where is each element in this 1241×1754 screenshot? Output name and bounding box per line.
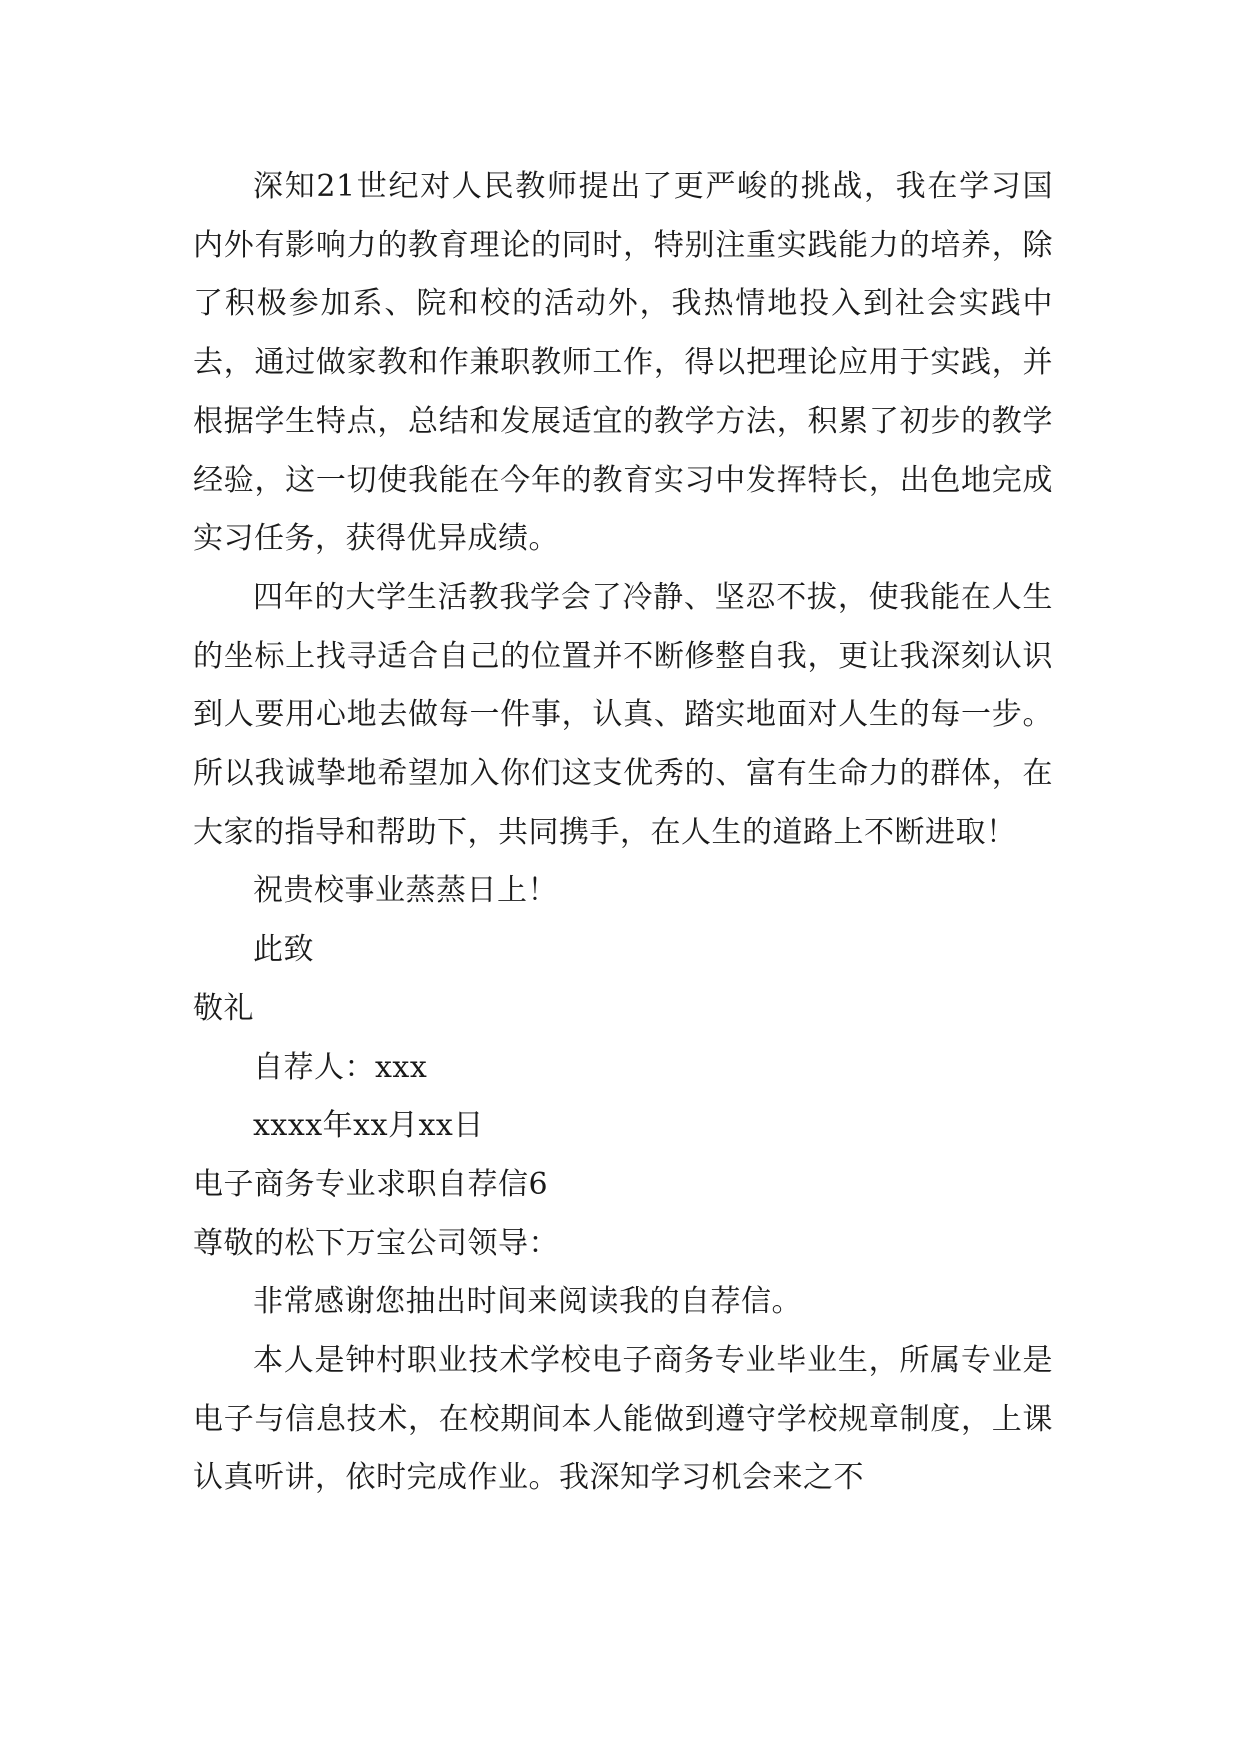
- salutation: 尊敬的松下万宝公司领导：: [193, 1225, 559, 1261]
- section-title: 电子商务专业求职自荐信6: [193, 1166, 549, 1202]
- paragraph-introduction: 本人是钟村职业技术学校电子商务专业毕业生，所属专业是电子与信息技术，在校期间本人能做到遵守学校规章制度，上课认真听讲，依时完成作业。我深知学习机会来之不: [193, 1343, 1053, 1496]
- closing-wish: 祝贵校事业蒸蒸日上！: [253, 873, 558, 909]
- paragraph-university-life: 四年的大学生活教我学会了冷静、坚忍不拔，使我能在人生的坐标上找寻适合自己的位置并不断修整自我，更让我深刻认识到人要用心地去做每一件事，认真、踏实地面对人生的每一步。所以我诚挚地希望加入你们这支优秀的、富有生命力的群体，在大家的指导和帮助下，共同携手，在人生的道路上不断进取！: [193, 579, 1053, 850]
- closing-jingli: 敬礼: [193, 990, 254, 1026]
- closing-zhici: 此致: [253, 932, 314, 968]
- signature-line: 自荐人：xxx: [253, 1049, 428, 1085]
- paragraph-practice: 深知21世纪对人民教师提出了更严峻的挑战，我在学习国内外有影响力的教育理论的同时，特别注重实践能力的培养，除了积极参加系、院和校的活动外，我热情地投入到社会实践中去，通过做家教和作兼职教师工作，得以把理论应用于实践，并根据学生特点，总结和发展适宜的教学方法，积累了初步的教学经验，这一切使我能在今年的教育实习中发挥特长，出色地完成实习任务，获得优异成绩。: [193, 169, 1053, 557]
- date-line: xxxx年xx月xx日: [253, 1108, 484, 1144]
- paragraph-thanks: 非常感谢您抽出时间来阅读我的自荐信。: [253, 1284, 802, 1320]
- letter-body: [193, 158, 1053, 1508]
